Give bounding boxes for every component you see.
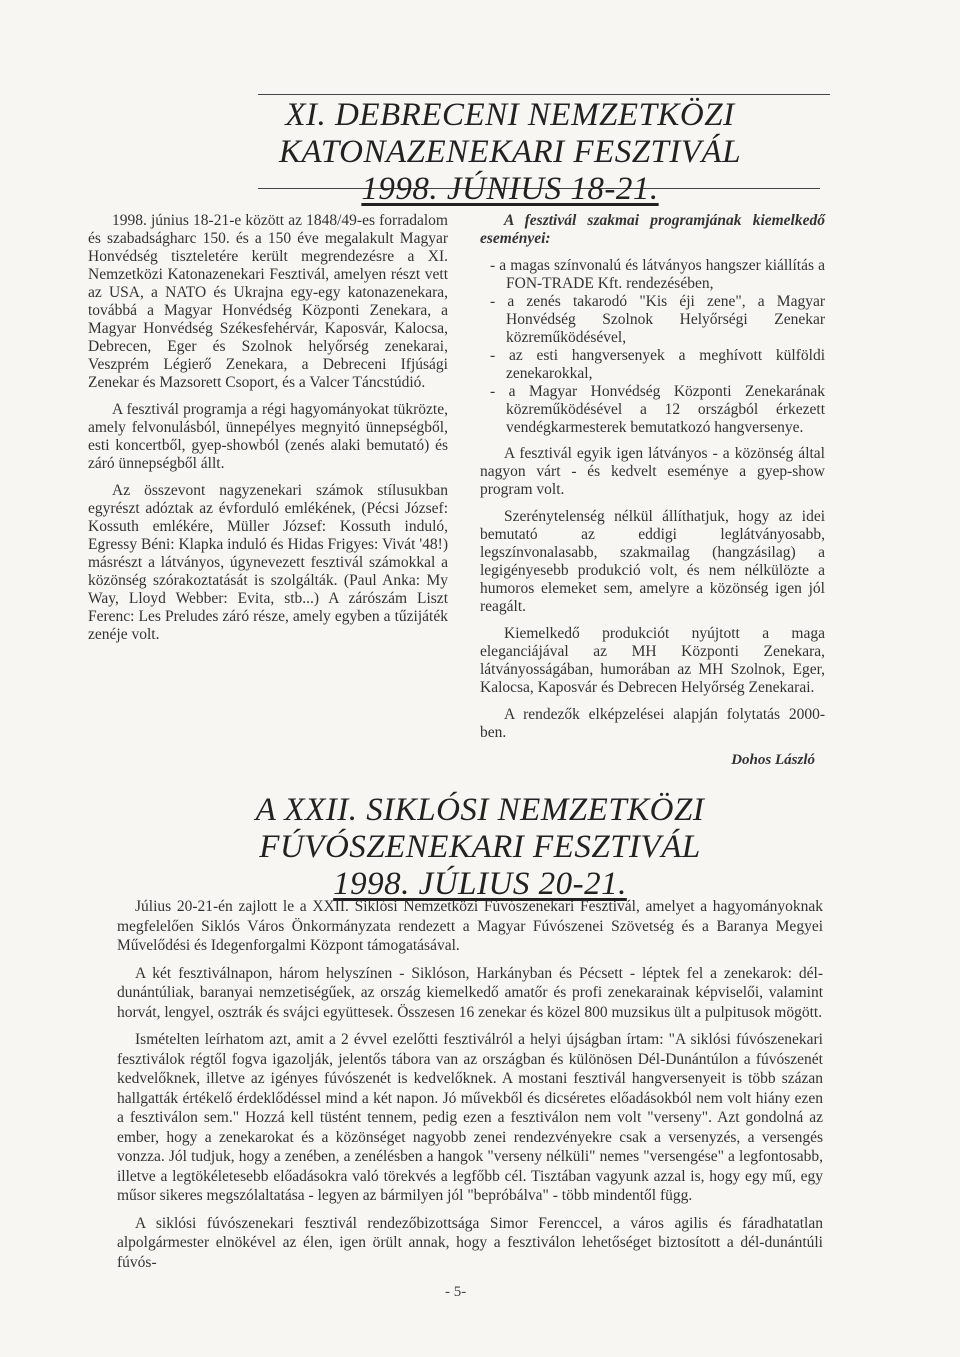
article2-paragraph: Július 20-21-én zajlott le a XXII. Siklósi Nemzetközi Fúvószenekari Fesztivál, amelyet a hagyományoknak megfelelően Siklós Város Önkormányzata rendezett a Magyar Fúvószenei Szövetség és a Baranya Megyei Művelődési és Idegenforgalmi Központ támogatásával. [117, 898, 823, 954]
article1-right-column [480, 212, 825, 769]
article2-title-line2: FÚVÓSZENEKARI FESZTIVÁL [259, 829, 701, 865]
article1-title-line1: XI. DEBRECENI NEMZETKÖZI [285, 97, 735, 133]
article2-date: 1998. JÚLIUS 20-21. [333, 866, 627, 902]
page-number: - 5- [445, 1284, 467, 1300]
article2-paragraph: A siklósi fúvószenekari fesztivál rendezőbizottsága Simor Ferenccel, a város agilis és fáradhatatlan alpolgármester elnökével az élen, igen örült annak, hogy a fesztiválon lehetőséget biztosított a dél-dunántúli fúvós- [117, 1214, 823, 1271]
article1-paragraph: Az összevont nagyzenekari számok stílusukban egyrészt adóztak az évforduló emlékének, (Pécsi József: Kossuth emlékére, Müller József: Kossuth induló, Egressy Béni: Klapka induló és Hidas Frigyes: Vivát '48!) másrészt a látványos, úgynevezett fesztivál számokkal a közönség szórakoztatását is szolgálták. (Paul Anka: My Way, Lloyd Webber: Evita, stb...) A zárószám Liszt Ferenc: Les Preludes záró része, amely egyben a tűzijáték zenéje volt. [88, 482, 448, 643]
highlight-item: - a Magyar Honvédség Központi Zenekarának közreműködésével a 12 országból érkezett vendégkarmesterek bemutatkozó hangversenye. [480, 383, 825, 437]
top-rule [258, 94, 830, 95]
article1-paragraph: A fesztivál egyik igen látványos - a közönség által nagyon várt - és kedvelt eseménye a gyep-show program volt. [480, 445, 825, 498]
highlights-heading: A fesztivál szakmai programjának kiemelkedő eseményei: [480, 212, 825, 247]
author-signature: Dohos László [731, 752, 815, 768]
article1-paragraph: Szerénytelenség nélkül állíthatjuk, hogy az idei bemutató az eddigi leglátványosabb, legszínvonalasabb, szakmailag (hangzásilag) a legigényesebb produkció volt, és nem nélkülözte a humoros elemeket sem, amelyre a közönség igen jól reagált. [480, 508, 825, 615]
article1-paragraph: A fesztivál programja a régi hagyományokat tükrözte, amely felvonulásból, ünnepélyes megnyitó ünnepségből, esti koncertből, gyep-showból (zenés alaki bemutató) és záró ünnepségből állt. [88, 401, 448, 472]
highlight-item: - a magas színvonalú és látványos hangszer kiállítás a FON-TRADE Kft. rendezésében, [480, 257, 825, 293]
article1-title [150, 97, 870, 208]
article1-title-line2: KATONAZENEKARI FESZTIVÁL [278, 134, 742, 170]
highlight-item: - az esti hangversenyek a meghívott külföldi zenekarokkal, [480, 347, 825, 383]
article2-body [117, 897, 823, 1280]
article2-title-line1: A XXII. SIKLÓSI NEMZETKÖZI [255, 792, 705, 828]
article2-paragraph: A két fesztiválnapon, három helyszínen - Siklóson, Harkányban és Pécsett - léptek fel a zenekarok: dél-dunántúliak, baranyai nemzetiségűek, az ország kiemelkedő amatőr és profi zenekarainak képviselői, valamint horvát, lengyel, osztrák és svájci együttesek. Összesen 16 zenekar és közel 800 muzsikus ült a pulpitusok mögött. [117, 964, 823, 1021]
article1-date: 1998. JÚNIUS 18-21. [361, 171, 659, 207]
article2-title [100, 792, 860, 903]
highlight-item: - a zenés takarodó "Kis éji zene", a Magyar Honvédség Szolnok Helyőrségi Zenekar közreműködésével, [480, 293, 825, 347]
highlights-list [480, 257, 825, 437]
article1-paragraph: 1998. június 18-21-e között az 1848/49-es forradalom és szabadságharc 150. és a 150 éve megalakult Magyar Honvédség tiszteletére került megrendezésre a XI. Nemzetközi Katonazenekari Fesztivál, amelyen részt vett az USA, a NATO és Ukrajna egy-egy katonazenekara, továbbá a Magyar Honvédség Központi Zenekara, a Magyar Honvédség Székesfehérvár, Kaposvár, Kalocsa, Debrecen, Eger és Szolnok helyőrség zenekarai, Veszprém Légierő Zenekara, a Debreceni Ifjúsági Zenekar és Mazsorett Csoport, és a Valcer Táncstúdió. [88, 212, 448, 391]
article1-left-column [88, 212, 448, 653]
article1-paragraph: Kiemelkedő produkciót nyújtott a maga eleganciájával az MH Központi Zenekara, látványosságában, humorában az MH Szolnok, Eger, Kalocsa, Kaposvár és Debrecen Helyőrség Zenekarai. [480, 625, 825, 696]
article2-paragraph: Ismételten leírhatom azt, amit a 2 évvel ezelőtti fesztiválról a helyi újságban írtam: "A siklósi fúvószenekari fesztiválok régtől fogva igazolják, jelentős tábora van az országban és különösen Dél-Dunántúlon a fúvószenét kedvelőknek, illetve az igényes fúvószenét is kedvelőknek. A mostani fesztivál hangversenyeit is több százan hallgatták értékelő érdeklődéssel mind a két napon. Jó művekből és dicséretes előadásokból nem volt hiány ezen a fesztiválon sem." Hozzá kell tüstént tennem, pedig ezen a fesztiválon nem volt "verseny". Azt gondolná az ember, hogy a zenekarokat és a közönséget nagyobb zenei rendezvényekre csak a versenyzés, a versengés vonzza. Jól tudjuk, hogy a zenében, a zenélésben a hangok "verseny nélküli" nemes "versengése" a legfontosabb, illetve a legtökéletesebb előadásokra való törekvés a legfőbb cél. Tisztában vagyunk azzal is, hogy egy mű, egy műsor sikeres megszólaltatása - legyen az bármilyen jól "bepróbálva" - több mindentől függ. [117, 1031, 823, 1204]
article1-paragraph: A rendezők elképzelései alapján folytatás 2000-ben. [480, 706, 825, 741]
